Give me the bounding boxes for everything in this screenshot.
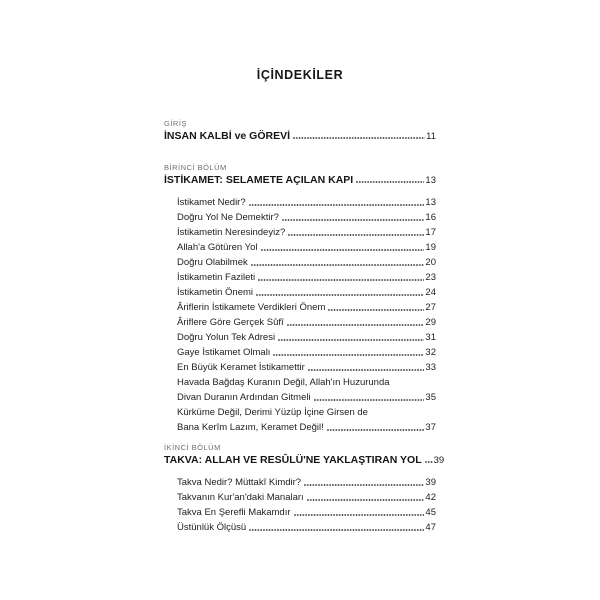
toc-entry-label: Divan Duranın Ardından Gitmeli <box>177 392 311 403</box>
toc-entry-row <box>177 390 436 405</box>
toc-entry-row <box>177 240 436 255</box>
toc-entry-label: İstikametin Fazileti <box>177 272 256 283</box>
dot-leader <box>288 234 424 236</box>
section-kicker: GİRİŞ <box>164 119 187 128</box>
dot-leader <box>314 399 425 401</box>
toc-page <box>164 0 445 535</box>
section-title: TAKVA: ALLAH VE RESÛLÜ'NE YAKLAŞTIRAN YOL <box>164 454 422 466</box>
toc-entry-row <box>177 520 436 535</box>
dot-leader <box>251 264 425 266</box>
toc-entry-page-number: 32 <box>425 347 436 358</box>
toc-entry-row <box>177 195 436 210</box>
toc-entry-row <box>177 285 436 300</box>
dot-leader <box>304 484 424 486</box>
section-kicker: BİRİNCİ BÖLÜM <box>164 163 227 172</box>
dot-leader <box>249 204 425 206</box>
toc-entry-page-number: 20 <box>425 257 436 268</box>
toc-entry-page-number: 29 <box>425 317 436 328</box>
section-page-number: 11 <box>426 131 436 142</box>
dot-leader <box>425 461 433 463</box>
toc-entry-row <box>177 345 436 360</box>
dot-leader <box>282 219 425 221</box>
toc-entry-page-number: 19 <box>425 242 436 253</box>
dot-leader <box>258 279 424 281</box>
toc-entry-label: Doğru Olabilmek <box>177 257 248 268</box>
dot-leader <box>249 529 424 531</box>
toc-entry-row <box>177 475 436 490</box>
toc-entry-label: Âriflere Göre Gerçek Sûfî <box>177 317 284 328</box>
toc-entry-label: İstikametin Önemi <box>177 287 254 298</box>
toc-entry-row <box>177 360 436 375</box>
toc-entry-wrapped-line: Kürküme Değil, Derimi Yüzüp İçine Girsen de <box>177 407 368 418</box>
dot-leader <box>261 249 425 251</box>
toc-entry-row <box>177 490 436 505</box>
section-title: İNSAN KALBİ ve GÖREVİ <box>164 130 291 142</box>
toc-entry-page-number: 17 <box>425 227 436 238</box>
toc-entry-row <box>177 225 436 240</box>
toc-entry-label: Üstünlük Ölçüsü <box>177 522 247 533</box>
toc-entry-label: Takvanın Kur'an'daki Manaları <box>177 492 304 503</box>
toc-entry-page-number: 45 <box>425 507 436 518</box>
toc-entry-label: Bana Kerîm Lazım, Keramet Değil! <box>177 422 324 433</box>
section-kicker: İKİNCİ BÖLÜM <box>164 443 221 452</box>
toc-sections <box>164 119 445 535</box>
toc-entry-label: Takva En Şerefli Makamdır <box>177 507 291 518</box>
toc-entry-label: İstikametin Neresindeyiz? <box>177 227 286 238</box>
toc-entry-row <box>177 315 436 330</box>
toc-entry-page-number: 33 <box>425 362 436 373</box>
section-title-row <box>164 454 445 466</box>
toc-entry-row <box>177 505 436 520</box>
dot-leader <box>287 324 425 326</box>
toc-entry-label: Doğru Yolun Tek Adresi <box>177 332 276 343</box>
toc-entry-row <box>177 255 436 270</box>
toc-entry-page-number: 24 <box>425 287 436 298</box>
toc-entry-page-number: 47 <box>425 522 436 533</box>
section-page-number: 13 <box>425 175 436 186</box>
toc-entry-row <box>177 210 436 225</box>
toc-entry-label: Gaye İstikamet Olmalı <box>177 347 271 358</box>
page-title: İÇİNDEKİLER <box>256 68 344 82</box>
dot-leader <box>278 339 424 341</box>
toc-entry-label: Doğru Yol Ne Demektir? <box>177 212 279 223</box>
dot-leader <box>307 499 425 501</box>
toc-section <box>164 120 436 142</box>
toc-entry-row <box>177 270 436 285</box>
section-title: İSTİKAMET: SELAMETE AÇILAN KAPI <box>164 174 354 186</box>
dot-leader <box>308 369 425 371</box>
toc-entry-page-number: 37 <box>425 422 436 433</box>
dot-leader <box>356 181 424 183</box>
toc-entry-page-number: 35 <box>425 392 436 403</box>
toc-section <box>164 443 445 535</box>
toc-entry-page-number: 13 <box>425 197 436 208</box>
toc-entry-row <box>177 420 436 435</box>
toc-entry-page-number: 31 <box>425 332 436 343</box>
toc-entry-label: Takva Nedir? Müttakî Kimdir? <box>177 477 302 488</box>
toc-entry-label: En Büyük Keramet İstikamettir <box>177 362 305 373</box>
toc-section <box>164 164 436 435</box>
toc-entry-page-number: 42 <box>425 492 436 503</box>
dot-leader <box>294 514 425 516</box>
toc-entry-label: Allah'a Götüren Yol <box>177 242 258 253</box>
section-page-number: 39 <box>433 455 445 466</box>
toc-entry-wrapped-line: Havada Bağdaş Kuranın Değil, Allah'ın Huzurunda <box>177 377 390 388</box>
dot-leader <box>327 429 425 431</box>
toc-entry-page-number: 27 <box>425 302 436 313</box>
dot-leader <box>256 294 424 296</box>
section-entries <box>164 475 436 535</box>
dot-leader <box>328 309 424 311</box>
toc-entry-page-number: 16 <box>425 212 436 223</box>
toc-entry-page-number: 39 <box>425 477 436 488</box>
dot-leader <box>293 137 425 139</box>
toc-entry-page-number: 23 <box>425 272 436 283</box>
toc-entry-label: Âriflerin İstikamete Verdikleri Önem <box>177 302 326 313</box>
section-title-row <box>164 175 436 186</box>
toc-entry-row <box>177 330 436 345</box>
toc-entry-row <box>177 300 436 315</box>
toc-entry-label: İstikamet Nedir? <box>177 197 246 208</box>
section-title-row <box>164 131 436 142</box>
section-entries <box>164 195 436 435</box>
dot-leader <box>273 354 424 356</box>
